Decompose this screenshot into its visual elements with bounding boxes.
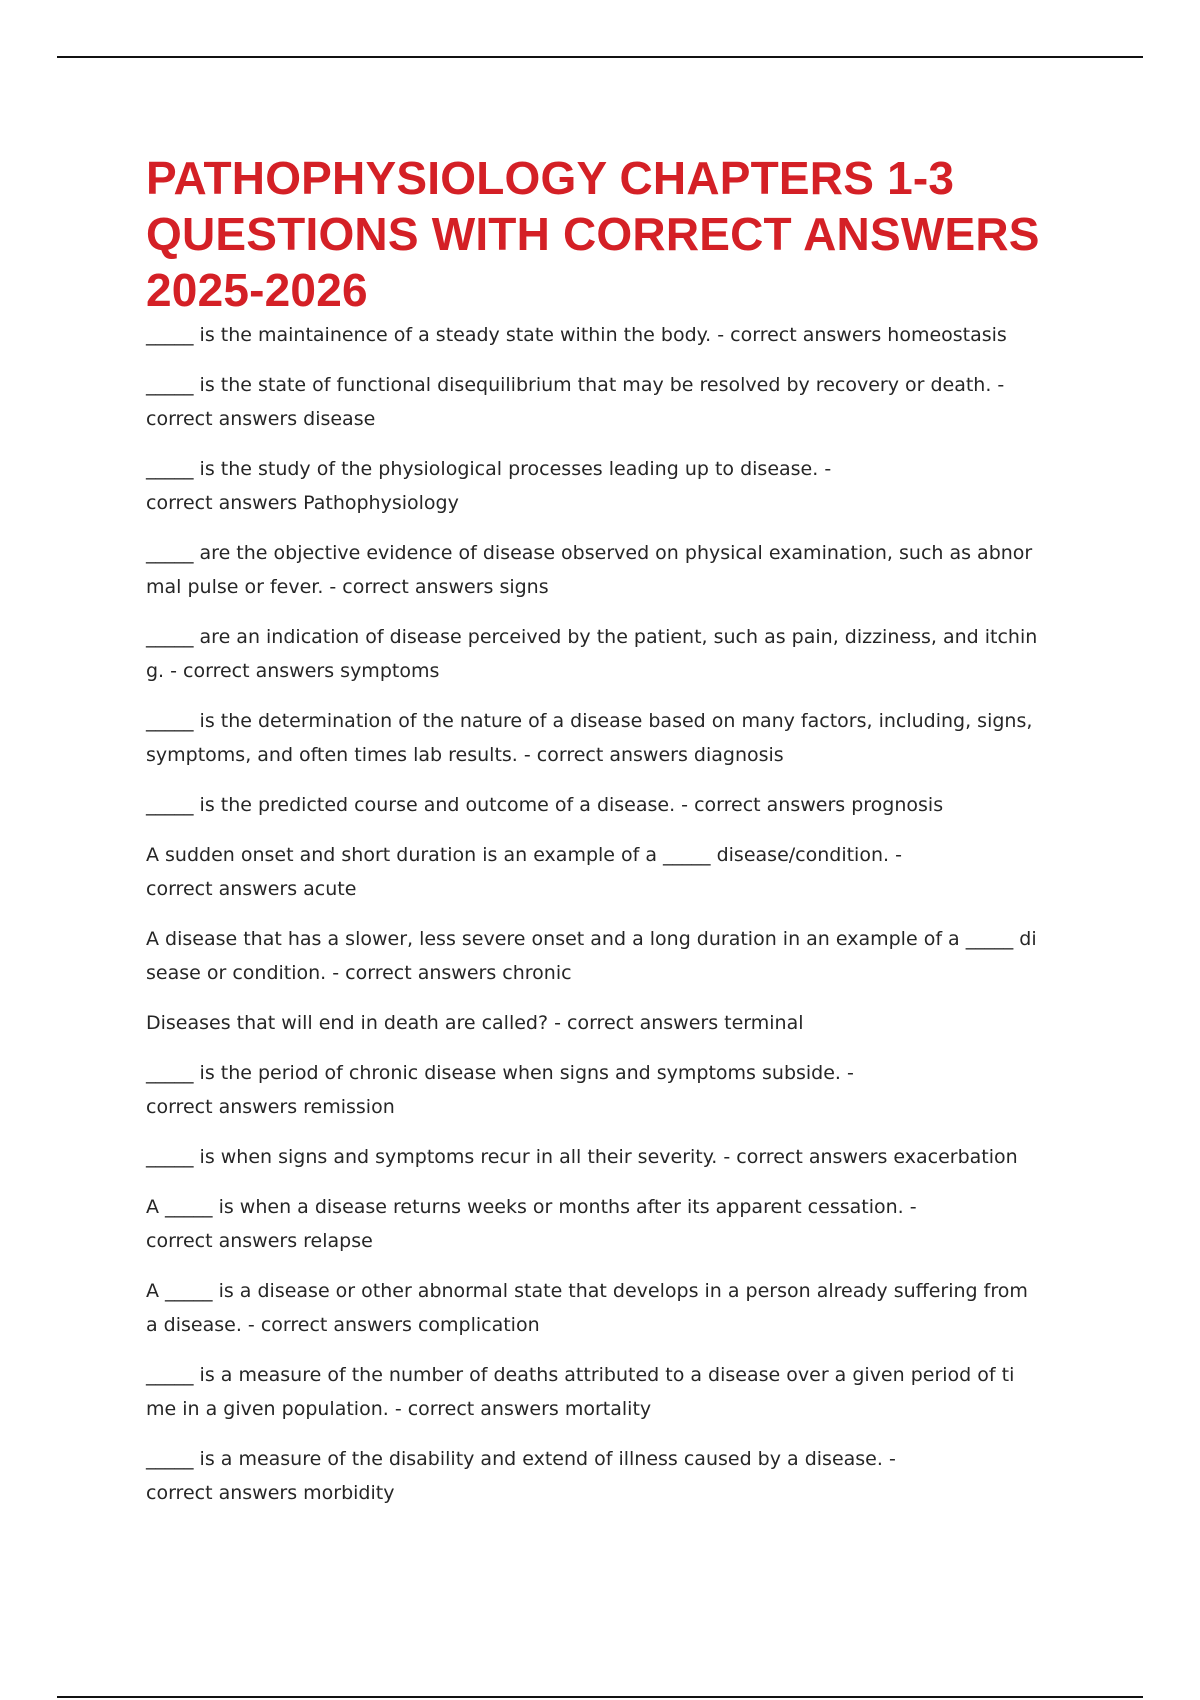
qa-item <box>146 318 1066 352</box>
qa-text-line: a disease. - correct answers complication <box>146 1314 540 1336</box>
qa-text-line: sease or condition. - correct answers chronic <box>146 962 572 984</box>
qa-item <box>146 536 1066 604</box>
top-divider <box>57 56 1143 58</box>
qa-item <box>146 368 1066 436</box>
qa-text-line: _____ is the determination of the nature of a disease based on many factors, including, signs, <box>146 710 1033 732</box>
qa-item <box>146 838 1066 906</box>
qa-text-line: A _____ is when a disease returns weeks or months after its apparent cessation. - <box>146 1196 917 1218</box>
qa-text-line: mal pulse or fever. - correct answers signs <box>146 576 549 598</box>
document-body <box>146 150 1066 1526</box>
qa-text-line: symptoms, and often times lab results. - correct answers diagnosis <box>146 744 784 766</box>
qa-text-line: _____ is a measure of the disability and extend of illness caused by a disease. - <box>146 1448 896 1470</box>
qa-text-line: _____ is the maintainence of a steady state within the body. - correct answers homeostasis <box>146 324 1007 346</box>
qa-text-line: A _____ is a disease or other abnormal state that develops in a person already suffering from <box>146 1280 1028 1302</box>
qa-item <box>146 1006 1066 1040</box>
qa-text-line: correct answers disease <box>146 408 376 430</box>
qa-item <box>146 1358 1066 1426</box>
qa-text-line: correct answers Pathophysiology <box>146 492 459 514</box>
qa-item <box>146 1274 1066 1342</box>
qa-text-line: _____ is the study of the physiological processes leading up to disease. - <box>146 458 832 480</box>
qa-item <box>146 704 1066 772</box>
qa-item <box>146 788 1066 822</box>
qa-item <box>146 620 1066 688</box>
qa-text-line: A sudden onset and short duration is an example of a _____ disease/condition. - <box>146 844 902 866</box>
qa-text-line: _____ is the predicted course and outcome of a disease. - correct answers prognosis <box>146 794 944 816</box>
qa-text-line: _____ is the period of chronic disease when signs and symptoms subside. - <box>146 1062 854 1084</box>
qa-text-line: me in a given population. - correct answers mortality <box>146 1398 652 1420</box>
qa-text-line: g. - correct answers symptoms <box>146 660 440 682</box>
qa-text-line: _____ is a measure of the number of deaths attributed to a disease over a given period of ti <box>146 1364 1015 1386</box>
qa-item <box>146 1190 1066 1258</box>
qa-text-line: _____ is the state of functional disequilibrium that may be resolved by recovery or death. - <box>146 374 1005 396</box>
qa-text-line: _____ are the objective evidence of disease observed on physical examination, such as abnor <box>146 542 1033 564</box>
qa-item <box>146 922 1066 990</box>
qa-text-line: A disease that has a slower, less severe onset and a long duration in an example of a _____ di <box>146 928 1037 950</box>
qa-text-line: correct answers relapse <box>146 1230 373 1252</box>
qa-text-line: _____ is when signs and symptoms recur in all their severity. - correct answers exacerbation <box>146 1146 1018 1168</box>
qa-text-line: correct answers morbidity <box>146 1482 395 1504</box>
question-answer-list <box>146 318 1066 1510</box>
qa-item <box>146 1056 1066 1124</box>
qa-item <box>146 1442 1066 1510</box>
bottom-divider <box>57 1696 1143 1698</box>
document-title: PATHOPHYSIOLOGY CHAPTERS 1-3 QUESTIONS WITH CORRECT ANSWERS 2025-2026 <box>146 152 1040 316</box>
qa-item <box>146 1140 1066 1174</box>
qa-text-line: correct answers remission <box>146 1096 395 1118</box>
qa-text-line: Diseases that will end in death are called? - correct answers terminal <box>146 1012 804 1034</box>
qa-text-line: _____ are an indication of disease perceived by the patient, such as pain, dizziness, and itchin <box>146 626 1038 648</box>
qa-item <box>146 452 1066 520</box>
qa-text-line: correct answers acute <box>146 878 357 900</box>
